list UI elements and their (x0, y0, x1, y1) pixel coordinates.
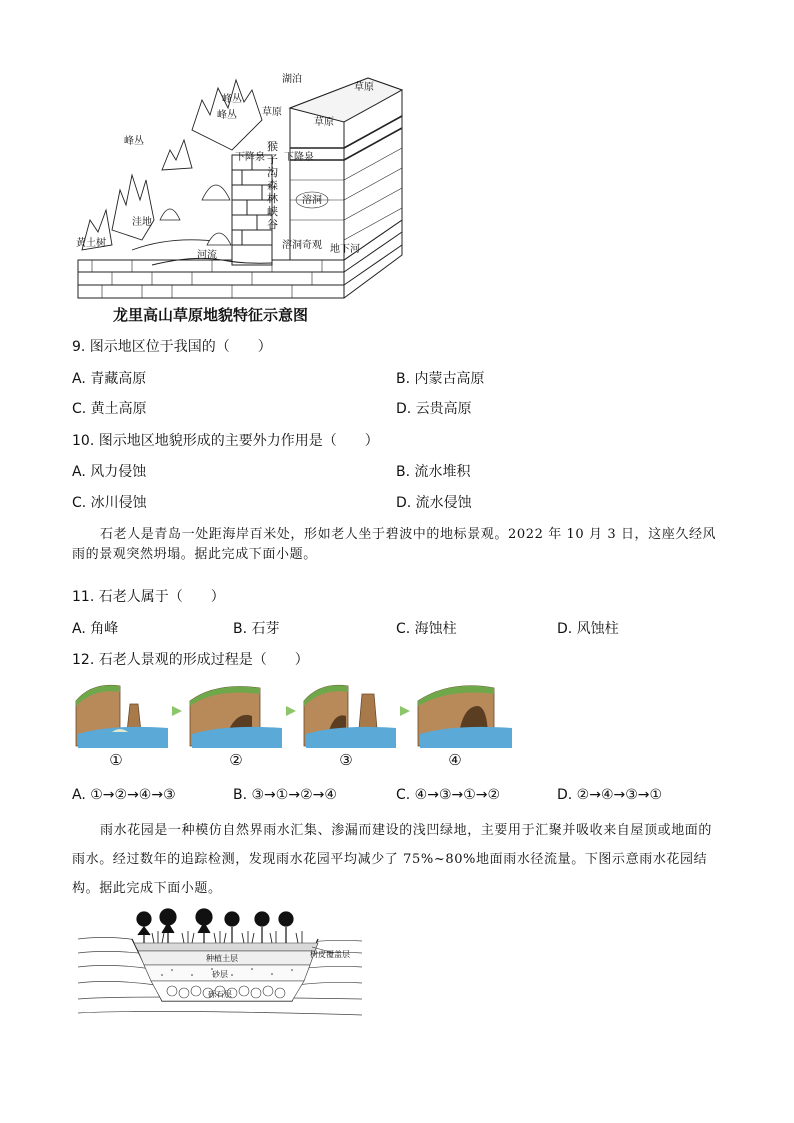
step-1-illustration (76, 685, 168, 748)
label-sand-layer: 砂层 (212, 970, 228, 979)
arrow-icon (172, 706, 182, 716)
q10-option-a[interactable]: A. 风力侵蚀 (72, 464, 147, 480)
arrow-icon (400, 706, 410, 716)
q10-option-d[interactable]: D. 流水侵蚀 (396, 495, 472, 511)
q12-option-b[interactable]: B. ③→①→②→④ (233, 787, 337, 803)
step-label-4: ④ (448, 751, 462, 769)
label-spring-right: 下降泉 (284, 152, 314, 163)
q11-option-b[interactable]: B. 石芽 (233, 621, 280, 637)
label-depression: 洼地 (132, 217, 152, 228)
gorge-pillar (232, 155, 272, 265)
q12-option-a[interactable]: A. ①→②→④→③ (72, 787, 176, 803)
q12-option-d[interactable]: D. ②→④→③→① (557, 787, 663, 803)
figure-title: 龙里高山草原地貌特征示意图 (113, 306, 309, 324)
label-peak-cluster-3: 峰丛 (124, 136, 144, 147)
label-peak-cluster-1: 峰丛 (222, 94, 242, 105)
q9-option-d[interactable]: D. 云贵高原 (396, 401, 472, 417)
label-underground-river: 地下河 (330, 244, 360, 255)
q9-option-b[interactable]: B. 内蒙古高原 (396, 371, 485, 387)
arrow-icon (286, 706, 296, 716)
step-3-illustration (304, 685, 396, 748)
step-label-2: ② (229, 751, 243, 769)
step-label-3: ③ (339, 751, 353, 769)
question-11-stem: 11. 石老人属于（ ） (72, 589, 225, 605)
label-peak-cluster-2: 峰丛 (217, 110, 237, 121)
sea-stack-formation-steps (72, 676, 517, 751)
q9-option-a[interactable]: A. 青藏高原 (72, 371, 147, 387)
label-bark-layer: 树皮覆盖层 (310, 950, 350, 959)
q11-option-d[interactable]: D. 风蚀柱 (557, 621, 619, 637)
q10-option-c[interactable]: C. 冰川侵蚀 (72, 495, 147, 511)
question-12-stem: 12. 石老人景观的形成过程是（ ） (72, 652, 309, 668)
passage-shilaoren: 石老人是青岛一处距海岸百米处，形如老人坐于碧波中的地标景观。2022 年 10 月 3 日，这座久经风雨的景观突然坍塌。据此完成下面小题。 (72, 527, 717, 562)
q10-option-b[interactable]: B. 流水堆积 (396, 464, 471, 480)
label-lake: 湖泊 (282, 74, 302, 85)
label-river: 河流 (197, 250, 217, 261)
label-cave: 溶洞 (302, 195, 322, 206)
q11-option-a[interactable]: A. 角峰 (72, 621, 119, 637)
label-soil-layer: 种植土层 (206, 954, 238, 963)
step-2-illustration (190, 687, 282, 748)
passage-rain-garden: 雨水花园是一种模仿自然界雨水汇集、渗漏而建设的浅凹绿地，主要用于汇聚并吸收来自屋顶或地面的雨水。经过数年的追踪检测，发现雨水花园平均减少了 75%~80%地面雨水径流量。下图示意雨水花园结构。据此完成下面小题。 (72, 823, 713, 896)
rain-garden-diagram (72, 905, 372, 1027)
label-yellow-tree: 黄土树 (76, 238, 106, 249)
question-9-stem: 9. 图示地区位于我国的（ ） (72, 339, 272, 355)
label-gorge: 猴子沟森林峡谷 (267, 140, 278, 231)
question-10-stem: 10. 图示地区地貌形成的主要外力作用是（ ） (72, 433, 379, 449)
bark-layer (134, 943, 318, 951)
q11-option-c[interactable]: C. 海蚀柱 (396, 621, 457, 637)
label-grassland-right: 草原 (314, 117, 334, 128)
karst-landform-diagram (72, 60, 412, 305)
label-karst-spectacle: 溶洞奇观 (282, 240, 322, 251)
label-spring-left: 下降泉 (235, 152, 265, 163)
label-grassland-left: 草原 (262, 107, 282, 118)
step-label-1: ① (109, 751, 123, 769)
step-4-illustration (418, 686, 512, 748)
label-gravel-layer: 砾石层 (208, 990, 232, 999)
label-grassland-top: 草原 (354, 82, 374, 93)
q12-option-c[interactable]: C. ④→③→①→② (396, 787, 501, 803)
q9-option-c[interactable]: C. 黄土高原 (72, 401, 147, 417)
